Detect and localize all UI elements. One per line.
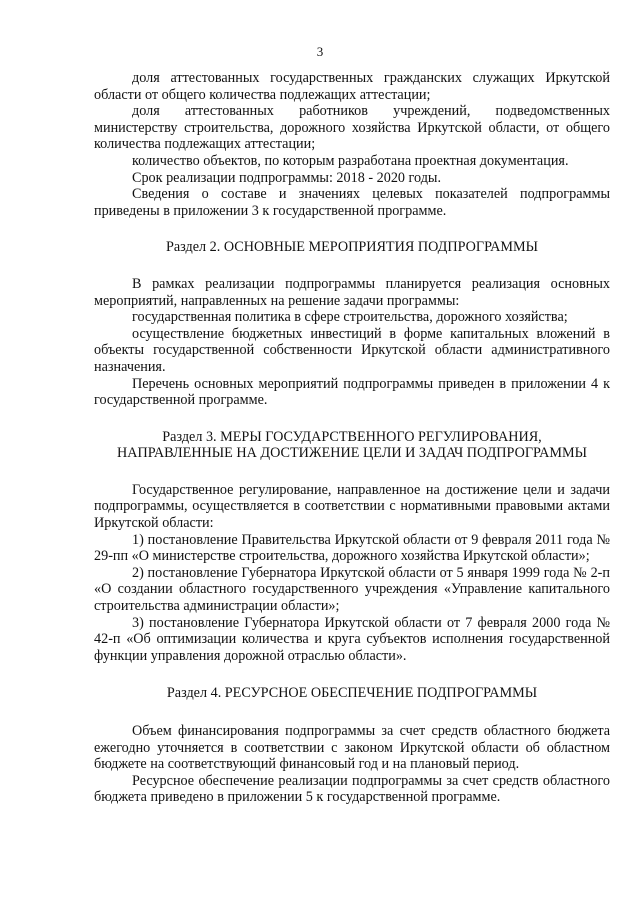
section-3-list-item: 3) постановление Губернатора Иркутской области от 7 февраля 2000 года № 42-п «Об оптимизации количества и круга субъектов исполнения государственной функции управления дорожной отраслью области». — [94, 614, 610, 664]
section-3-list-item: 2) постановление Губернатора Иркутской области от 5 января 1999 года № 2-п «О создании областного государственного учреждения «Управление капитального строительства администрации области»; — [94, 564, 610, 615]
section-3-list-item: 1) постановление Правительства Иркутской области от 9 февраля 2011 года № 29-пп «О министерстве строительства, дорожного хозяйства Иркутской области»; — [94, 531, 610, 565]
section-2-paragraph: Перечень основных мероприятий подпрограммы приведен в приложении 4 к государственной программе. — [94, 375, 610, 409]
section-2-heading: Раздел 2. ОСНОВНЫЕ МЕРОПРИЯТИЯ ПОДПРОГРАММЫ — [165, 239, 539, 256]
page-number: 3 — [316, 44, 324, 59]
section-4-paragraph: Объем финансирования подпрограммы за счет средств областного бюджета ежегодно уточняется в соответствии с законом Иркутской области об областном бюджете на соответствующий финансовый год и на плановый период. — [94, 723, 610, 773]
section-2-paragraph: государственная политика в сфере строительства, дорожного хозяйства; — [132, 309, 568, 326]
section-4-heading: Раздел 4. РЕСУРСНОЕ ОБЕСПЕЧЕНИЕ ПОДПРОГРАММЫ — [166, 685, 538, 702]
paragraph-indicators-reference: Сведения о составе и значениях целевых показателей подпрограммы приведены в приложении 3 к государственной программе. — [94, 186, 610, 219]
section-3-paragraph: Государственное регулирование, направленное на достижение цели и задачи подпрограммы, осуществляется в соответствии с нормативными правовыми актами Иркутской области: — [94, 481, 610, 532]
section-3-heading-line-2: НАПРАВЛЕННЫЕ НА ДОСТИЖЕНИЕ ЦЕЛИ И ЗАДАЧ ПОДПРОГРАММЫ — [117, 445, 587, 462]
paragraph-indicator-workers: доля аттестованных работников учреждений, подведомственных министерству строительства, дорожного хозяйства Иркутской области, от общего количества подлежащих аттестации; — [94, 103, 610, 153]
section-4-paragraph: Ресурсное обеспечение реализации подпрограммы за счет средств областного бюджета приведено в приложении 5 к государственной программе. — [94, 772, 610, 806]
paragraph-implementation-period: Срок реализации подпрограммы: 2018 - 2020 годы. — [132, 169, 441, 186]
section-3-heading-line-1: Раздел 3. МЕРЫ ГОСУДАРСТВЕННОГО РЕГУЛИРОВАНИЯ, — [162, 428, 542, 445]
paragraph-indicator-civil-servants: доля аттестованных государственных гражданских служащих Иркутской области от общего количества подлежащих аттестации; — [94, 70, 610, 103]
section-2-paragraph: осуществление бюджетных инвестиций в форме капитальных вложений в объекты государственной собственности Иркутской области административного назначения. — [94, 325, 610, 375]
document-body — [94, 70, 610, 806]
section-2-paragraph: В рамках реализации подпрограммы планируется реализация основных мероприятий, направленных на решение задачи программы: — [94, 275, 610, 309]
paragraph-indicator-objects: количество объектов, по которым разработана проектная документация. — [132, 152, 569, 169]
